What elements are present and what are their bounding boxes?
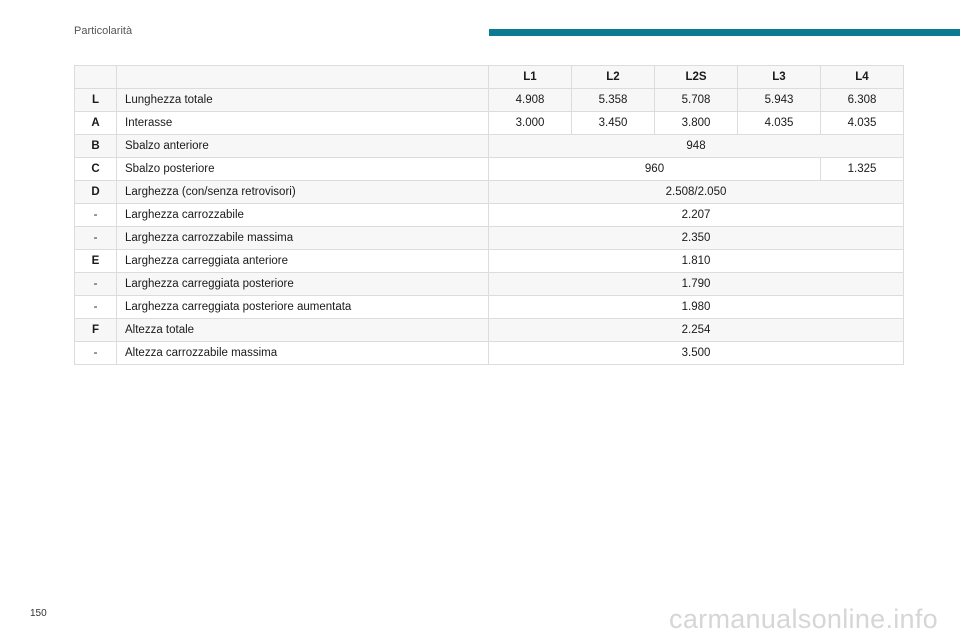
row-value: 5.358 [572,89,655,112]
table-row [75,319,904,342]
row-code: - [75,204,117,227]
row-code: F [75,319,117,342]
table-row [75,181,904,204]
row-label: Larghezza (con/senza retrovisori) [117,181,489,204]
row-value: 2.508/2.050 [489,181,904,204]
row-code: C [75,158,117,181]
row-label: Altezza totale [117,319,489,342]
row-label: Larghezza carreggiata anteriore [117,250,489,273]
row-label: Sbalzo posteriore [117,158,489,181]
row-value: 1.790 [489,273,904,296]
row-value: 1.810 [489,250,904,273]
row-value: 4.908 [489,89,572,112]
table-row [75,204,904,227]
column-header: L2S [655,66,738,89]
row-code: - [75,296,117,319]
watermark: carmanualsonline.info [669,604,938,634]
header-cell-blank [117,66,489,89]
row-value: 1.980 [489,296,904,319]
row-value: 2.350 [489,227,904,250]
row-value: 948 [489,135,904,158]
table-row [75,112,904,135]
table-row [75,342,904,365]
column-header: L3 [738,66,821,89]
column-header: L1 [489,66,572,89]
row-value: 3.000 [489,112,572,135]
row-code: L [75,89,117,112]
row-value: 3.450 [572,112,655,135]
table-row [75,273,904,296]
table-row [75,227,904,250]
row-value: 960 [489,158,821,181]
row-label: Larghezza carreggiata posteriore aumentata [117,296,489,319]
row-label: Altezza carrozzabile massima [117,342,489,365]
row-code: E [75,250,117,273]
row-code: A [75,112,117,135]
row-value: 3.500 [489,342,904,365]
row-value: 2.254 [489,319,904,342]
row-label: Interasse [117,112,489,135]
row-value: 1.325 [821,158,904,181]
table-row [75,135,904,158]
row-value: 4.035 [821,112,904,135]
row-label: Larghezza carreggiata posteriore [117,273,489,296]
row-label: Larghezza carrozzabile massima [117,227,489,250]
dimensions-table [74,65,904,365]
row-value: 3.800 [655,112,738,135]
row-code: - [75,227,117,250]
header-accent-bar [489,29,960,36]
row-value: 2.207 [489,204,904,227]
section-title: Particolarità [74,25,133,37]
row-code: B [75,135,117,158]
column-header: L2 [572,66,655,89]
row-code: D [75,181,117,204]
row-label: Larghezza carrozzabile [117,204,489,227]
row-value: 5.708 [655,89,738,112]
table-row [75,158,904,181]
page-number: 150 [30,608,47,619]
row-code: - [75,273,117,296]
table-row [75,89,904,112]
row-code: - [75,342,117,365]
row-value: 6.308 [821,89,904,112]
table-row [75,250,904,273]
table-header-row [75,66,904,89]
row-label: Sbalzo anteriore [117,135,489,158]
table-row [75,296,904,319]
row-label: Lunghezza totale [117,89,489,112]
row-value: 4.035 [738,112,821,135]
column-header: L4 [821,66,904,89]
header-cell-blank [75,66,117,89]
row-value: 5.943 [738,89,821,112]
